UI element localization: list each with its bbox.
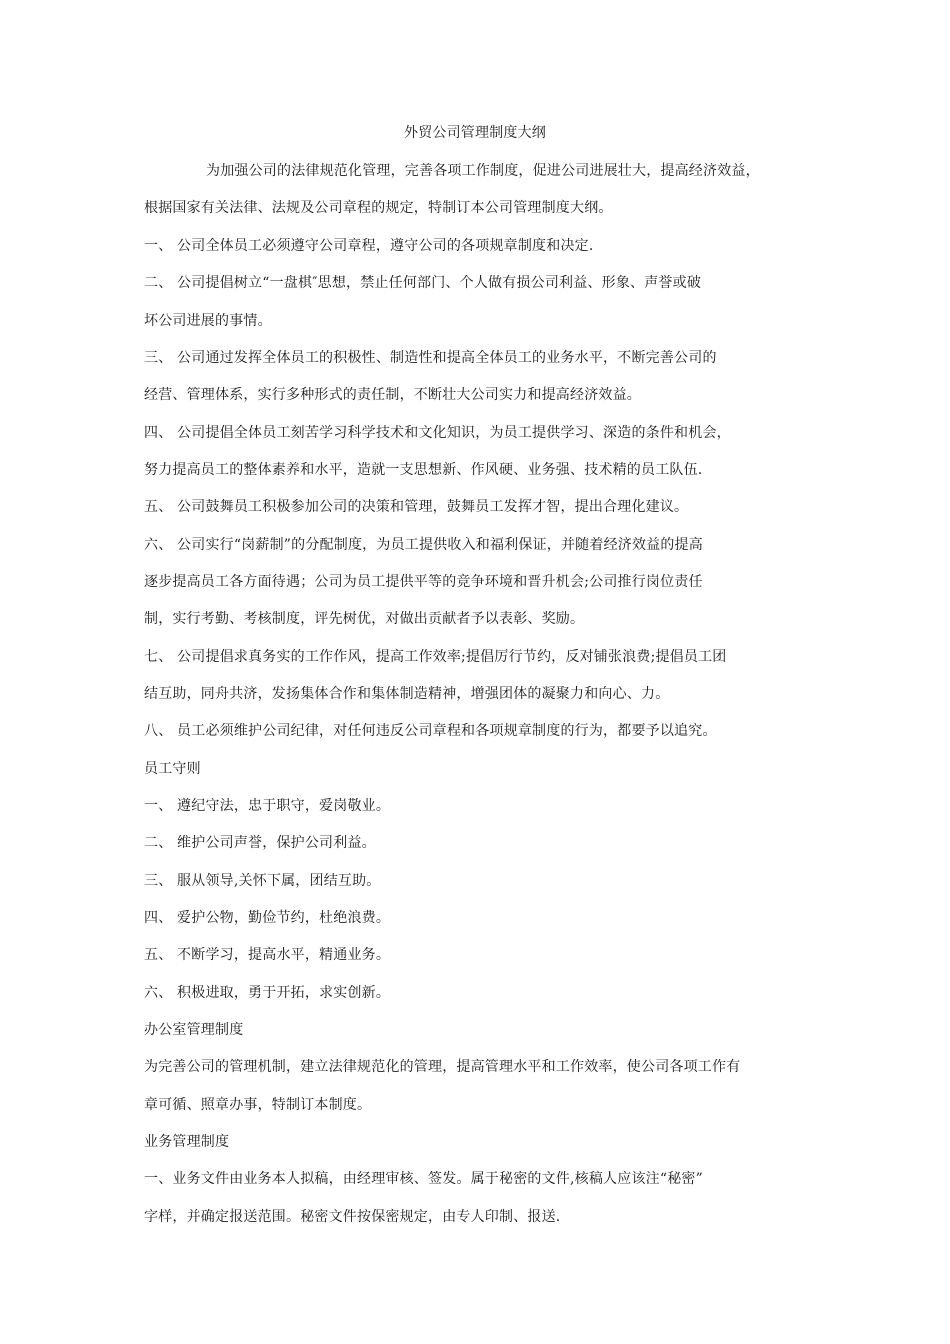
clause-1: 一、 公司全体员工必须遵守公司章程，遵守公司的各项规章制度和决定. <box>144 238 594 254</box>
employee-rule-1: 一、 遵纪守法，忠于职守，爱岗敬业。 <box>144 798 391 814</box>
intro-paragraph-line-2: 根据国家有关法律、法规及公司章程的规定，特制订本公司管理制度大纲。 <box>144 200 613 216</box>
clause-4-line-2: 努力提高员工的整体素养和水平，造就一支思想新、作风硬、业务强、技术精的员工队伍. <box>144 462 703 478</box>
employee-rule-3: 三、 服从领导,关怀下属，团结互助。 <box>144 873 381 889</box>
section-heading-business-management: 业务管理制度 <box>144 1134 230 1150</box>
employee-rule-5: 五、 不断学习，提高水平，精通业务。 <box>144 947 391 963</box>
clause-3-line-1: 三、 公司通过发挥全体员工的积极性、制造性和提高全体员工的业务水平，不断完善公司的 <box>144 350 717 366</box>
document-title: 外贸公司管理制度大纲 <box>404 125 546 141</box>
clause-7-line-2: 结互助，同舟共济，发扬集体合作和集体制造精神，增强团体的凝聚力和向心、力。 <box>144 686 670 702</box>
clause-6-line-2: 逐步提高员工各方面待遇；公司为员工提供平等的竞争环境和晋升机会;公司推行岗位责任 <box>144 574 703 590</box>
clause-6-line-3: 制，实行考勤、考核制度，评先树优，对做出贡献者予以表彰、奖励。 <box>144 611 585 627</box>
section-heading-employee-rules: 员工守则 <box>144 761 201 777</box>
office-paragraph-line-1: 为完善公司的管理机制，建立法律规范化的管理，提高管理水平和工作效率，使公司各项工作有 <box>144 1059 741 1075</box>
clause-7-line-1: 七、 公司提倡求真务实的工作作风，提高工作效率;提倡厉行节约，反对铺张浪费;提倡员工团 <box>144 649 727 665</box>
clause-3-line-2: 经营、管理体系，实行多种形式的责任制，不断壮大公司实力和提高经济效益。 <box>144 387 641 403</box>
clause-8: 八、 员工必须维护公司纪律，对任何违反公司章程和各项规章制度的行为，都要予以追究。 <box>144 723 717 739</box>
business-clause-1-line-1: 一、业务文件由业务本人拟稿，由经理审核、签发。属于秘密的文件,核稿人应该注“秘密” <box>144 1171 703 1187</box>
clause-2-line-1: 二、 公司提倡树立“一盘棋″思想，禁止任何部门、个人做有损公司利益、形象、声誉或破 <box>144 275 702 291</box>
clause-4-line-1: 四、 公司提倡全体员工刻苦学习科学技术和文化知识，为员工提供学习、深造的条件和机会， <box>144 425 731 441</box>
intro-paragraph-line-1: 为加强公司的法律规范化管理，完善各项工作制度，促进公司进展壮大，提高经济效益， <box>206 163 760 179</box>
office-paragraph-line-2: 章可循、照章办事，特制订本制度。 <box>144 1097 372 1113</box>
clause-2-line-2: 坏公司进展的事情。 <box>144 313 272 329</box>
employee-rule-2: 二、 维护公司声誉，保护公司利益。 <box>144 835 376 851</box>
business-clause-1-line-2: 字样，并确定报送范围。秘密文件按保密规定，由专人印制、报送. <box>144 1209 561 1225</box>
section-heading-office-management: 办公室管理制度 <box>144 1022 244 1038</box>
employee-rule-6: 六、 积极进取，勇于开拓，求实创新。 <box>144 985 391 1001</box>
clause-5: 五、 公司鼓舞员工积极参加公司的决策和管理，鼓舞员工发挥才智，提出合理化建议。 <box>144 499 689 515</box>
employee-rule-4: 四、 爱护公物，勤俭节约，杜绝浪费。 <box>144 910 391 926</box>
clause-6-line-1: 六、 公司实行“岗薪制”的分配制度，为员工提供收入和福利保证，并随着经济效益的提高 <box>144 537 703 553</box>
